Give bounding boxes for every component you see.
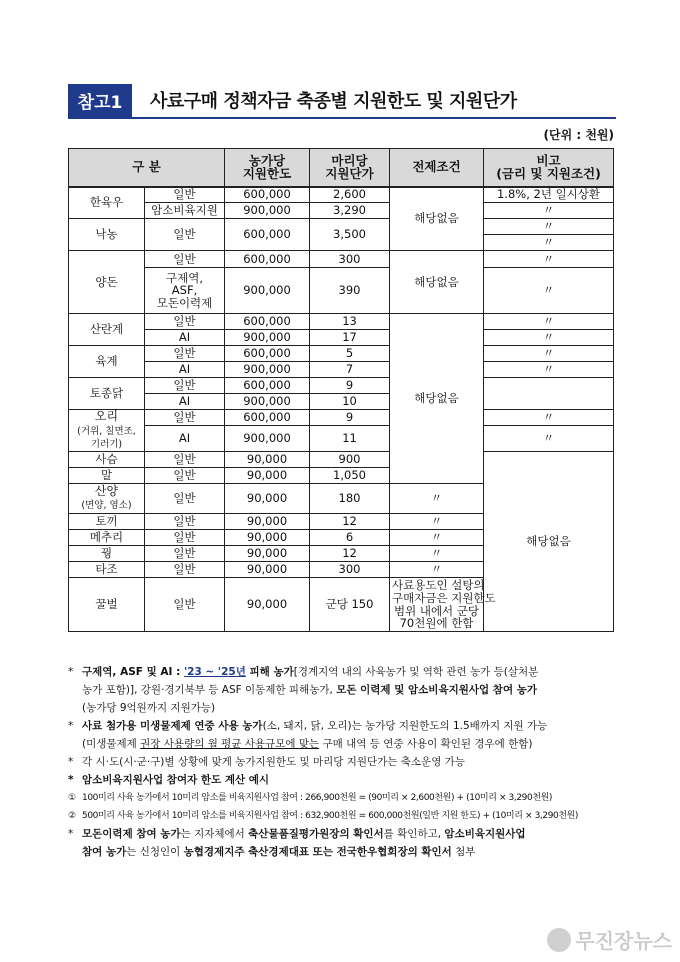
footnote-example-title: * 암소비육지원사업 참여자 한도 계산 예시 (68, 774, 270, 786)
footnote-outbreak: * 구제역, ASF 및 AI : '23 ~ '25년 피해 농가[경계지역 내의 사육농가 및 역학 관련 농가 등(살처분 (68, 666, 539, 678)
row-type: AI (145, 362, 225, 378)
row-type: 일반 (145, 530, 225, 546)
row-limit: 900,000 (225, 426, 310, 452)
row-type: 일반 (145, 410, 225, 426)
row-limit: 90,000 (225, 468, 310, 484)
footnote-microbial-cont: (미생물제제 권장 사용량의 월 평균 사용규모에 맞는 구매 내역 등 연중 사용이 확인된 경우에 한함) (82, 738, 533, 750)
row-remark: 〃 (390, 546, 484, 562)
row-price: 9 (310, 378, 390, 394)
row-limit: 900,000 (225, 362, 310, 378)
row-limit: 900,000 (225, 203, 310, 219)
row-name: 오리 (거위, 칠면조, 기러기) (69, 410, 145, 452)
footnote-outbreak-cont: 농가 포함)], 강원·경기북부 등 ASF 이동제한 피해농가, 모돈 이력제 및 암소비육지원사업 참여 농가 (82, 684, 538, 696)
row-limit: 600,000 (225, 251, 310, 268)
row-limit: 90,000 (225, 514, 310, 530)
row-price: 390 (310, 268, 390, 314)
row-remark: 〃 (484, 314, 614, 330)
footnote-confirmation-cont: 참여 농가는 신청인이 농협경제지주 축산경제대표 또는 전국한우협회장의 확인서 첨부 (82, 846, 476, 858)
row-name: 산양 (면양, 염소) (69, 484, 145, 514)
footnote-local: * 각 시·도(시·군·구)별 상황에 맞게 농가지원한도 및 마리당 지원단가는 축소운영 가능 (68, 756, 465, 768)
row-price: 17 (310, 330, 390, 346)
row-limit: 900,000 (225, 330, 310, 346)
row-condition: 해당없음 (390, 187, 484, 251)
row-name: 사슴 (69, 452, 145, 468)
row-price: 900 (310, 452, 390, 468)
watermark (547, 925, 672, 954)
row-remark: 〃 (390, 562, 484, 578)
row-type: AI (145, 394, 225, 410)
row-name: 꿩 (69, 546, 145, 562)
row-remark: 〃 (390, 484, 484, 514)
row-name: 꿀벌 (69, 578, 145, 632)
row-name: 메추리 (69, 530, 145, 546)
row-condition: 해당없음 (390, 251, 484, 314)
row-type: 일반 (145, 219, 225, 251)
row-limit: 90,000 (225, 578, 310, 632)
row-remark: 〃 (484, 203, 614, 219)
row-type: 일반 (145, 251, 225, 268)
row-remark: 〃 (484, 410, 614, 426)
row-name: 말 (69, 468, 145, 484)
support-table (68, 148, 614, 632)
footnote-example-1: ① 100미리 사육 농가에서 10미리 암소를 비육지원사업 참여 : 266,900천원 = (90미리 × 2,600천원) + (10미리 × 3,290천원) (68, 793, 553, 803)
row-type: 구제역, ASF, 모돈이력제 (145, 268, 225, 314)
row-limit: 600,000 (225, 187, 310, 203)
footnote-example-2: ② 500미리 사육 농가에서 10미리 암소를 비육지원사업 참여 : 632,900천원 = 600,000천원(일반 지원 한도) + (10미리 × 3,290천원) (68, 811, 579, 821)
row-price: 6 (310, 530, 390, 546)
row-price: 180 (310, 484, 390, 514)
row-type: 일반 (145, 514, 225, 530)
row-name: 육계 (69, 346, 145, 378)
logo-icon (547, 928, 571, 952)
row-remark: 〃 (390, 530, 484, 546)
row-remark: 사료용도인 설탕의 구매자금은 지원한도 범위 내에서 군당 70천원에 한함 (390, 578, 484, 632)
footnotes (64, 663, 620, 861)
row-remark: 〃 (484, 219, 614, 235)
table-row (69, 426, 614, 452)
row-name: 토끼 (69, 514, 145, 530)
header-head-price: 마리당 지원단가 (310, 149, 390, 187)
row-type: AI (145, 330, 225, 346)
row-type: 일반 (145, 484, 225, 514)
unit-label: (단위 : 천원) (543, 128, 614, 142)
title-divider (68, 117, 616, 119)
row-remark: 〃 (484, 251, 614, 268)
row-price: 3,500 (310, 219, 390, 251)
row-condition: 해당없음 (390, 314, 484, 484)
row-limit: 600,000 (225, 346, 310, 362)
table-row (69, 219, 614, 235)
table-row (69, 362, 614, 378)
row-price: 9 (310, 410, 390, 426)
row-limit: 90,000 (225, 452, 310, 468)
row-limit: 900,000 (225, 394, 310, 410)
table-row (69, 378, 614, 394)
row-type: 일반 (145, 468, 225, 484)
row-remark (484, 378, 614, 410)
row-name: 토종닭 (69, 378, 145, 410)
row-condition: 해당없음 (484, 452, 614, 632)
row-type: AI (145, 426, 225, 452)
header-remarks: 비고 (금리 및 지원조건) (484, 149, 614, 187)
row-type: 일반 (145, 378, 225, 394)
row-limit: 900,000 (225, 268, 310, 314)
row-price: 12 (310, 514, 390, 530)
row-price: 13 (310, 314, 390, 330)
table-row (69, 314, 614, 330)
row-limit: 90,000 (225, 546, 310, 562)
row-price: 2,600 (310, 187, 390, 203)
row-limit: 600,000 (225, 219, 310, 251)
table-row (69, 268, 614, 314)
row-type: 일반 (145, 452, 225, 468)
row-type: 일반 (145, 546, 225, 562)
header-category: 구 분 (69, 149, 225, 187)
row-price: 300 (310, 562, 390, 578)
row-remark: 〃 (484, 362, 614, 378)
row-limit: 600,000 (225, 378, 310, 394)
row-limit: 90,000 (225, 530, 310, 546)
row-price: 12 (310, 546, 390, 562)
row-name: 낙농 (69, 219, 145, 251)
row-price: 7 (310, 362, 390, 378)
row-remark: 〃 (484, 346, 614, 362)
row-type: 일반 (145, 578, 225, 632)
row-limit: 600,000 (225, 314, 310, 330)
footnote-confirmation: * 모돈이력제 참여 농가는 지자체에서 축산물품질평가원장의 확인서를 확인하고, 암소비육지원사업 (68, 828, 526, 840)
row-name: 타조 (69, 562, 145, 578)
row-price: 300 (310, 251, 390, 268)
row-price: 5 (310, 346, 390, 362)
row-remark: 〃 (484, 235, 614, 251)
row-remark: 〃 (484, 426, 614, 452)
row-type: 일반 (145, 346, 225, 362)
row-price: 3,290 (310, 203, 390, 219)
row-limit: 90,000 (225, 562, 310, 578)
row-name: 양돈 (69, 251, 145, 314)
row-limit: 90,000 (225, 484, 310, 514)
row-remark: 〃 (390, 514, 484, 530)
row-remark: 〃 (484, 330, 614, 346)
row-remark: 1.8%, 2년 일시상환 (484, 187, 614, 203)
header-farm-limit: 농가당 지원한도 (225, 149, 310, 187)
row-price: 1,050 (310, 468, 390, 484)
table-row (69, 203, 614, 219)
watermark-text: 무진장뉴스 (575, 929, 672, 953)
table-row (69, 346, 614, 362)
row-price: 군당 150 (310, 578, 390, 632)
table-row (69, 452, 614, 468)
row-type: 일반 (145, 314, 225, 330)
row-type: 암소비육지원 (145, 203, 225, 219)
table-header-row (69, 149, 614, 187)
row-price: 11 (310, 426, 390, 452)
table-row (69, 187, 614, 203)
table-row (69, 410, 614, 426)
section-badge: 참고1 (68, 84, 132, 117)
row-type: 일반 (145, 562, 225, 578)
footnote-microbial: * 사료 첨가용 미생물제제 연중 사용 농가(소, 돼지, 닭, 오리)는 농가당 지원한도의 1.5배까지 지원 가능 (68, 720, 548, 732)
footnote-outbreak-limit: (농가당 9억원까지 지원가능) (82, 702, 216, 714)
row-remark: 〃 (484, 268, 614, 314)
page-title: 사료구매 정책자금 축종별 지원한도 및 지원단가 (150, 91, 517, 112)
table-row (69, 251, 614, 268)
row-type: 일반 (145, 187, 225, 203)
table-row (69, 330, 614, 346)
row-name: 한육우 (69, 187, 145, 219)
header-precondition: 전제조건 (390, 149, 484, 187)
row-price: 10 (310, 394, 390, 410)
row-limit: 600,000 (225, 410, 310, 426)
row-name: 산란계 (69, 314, 145, 346)
